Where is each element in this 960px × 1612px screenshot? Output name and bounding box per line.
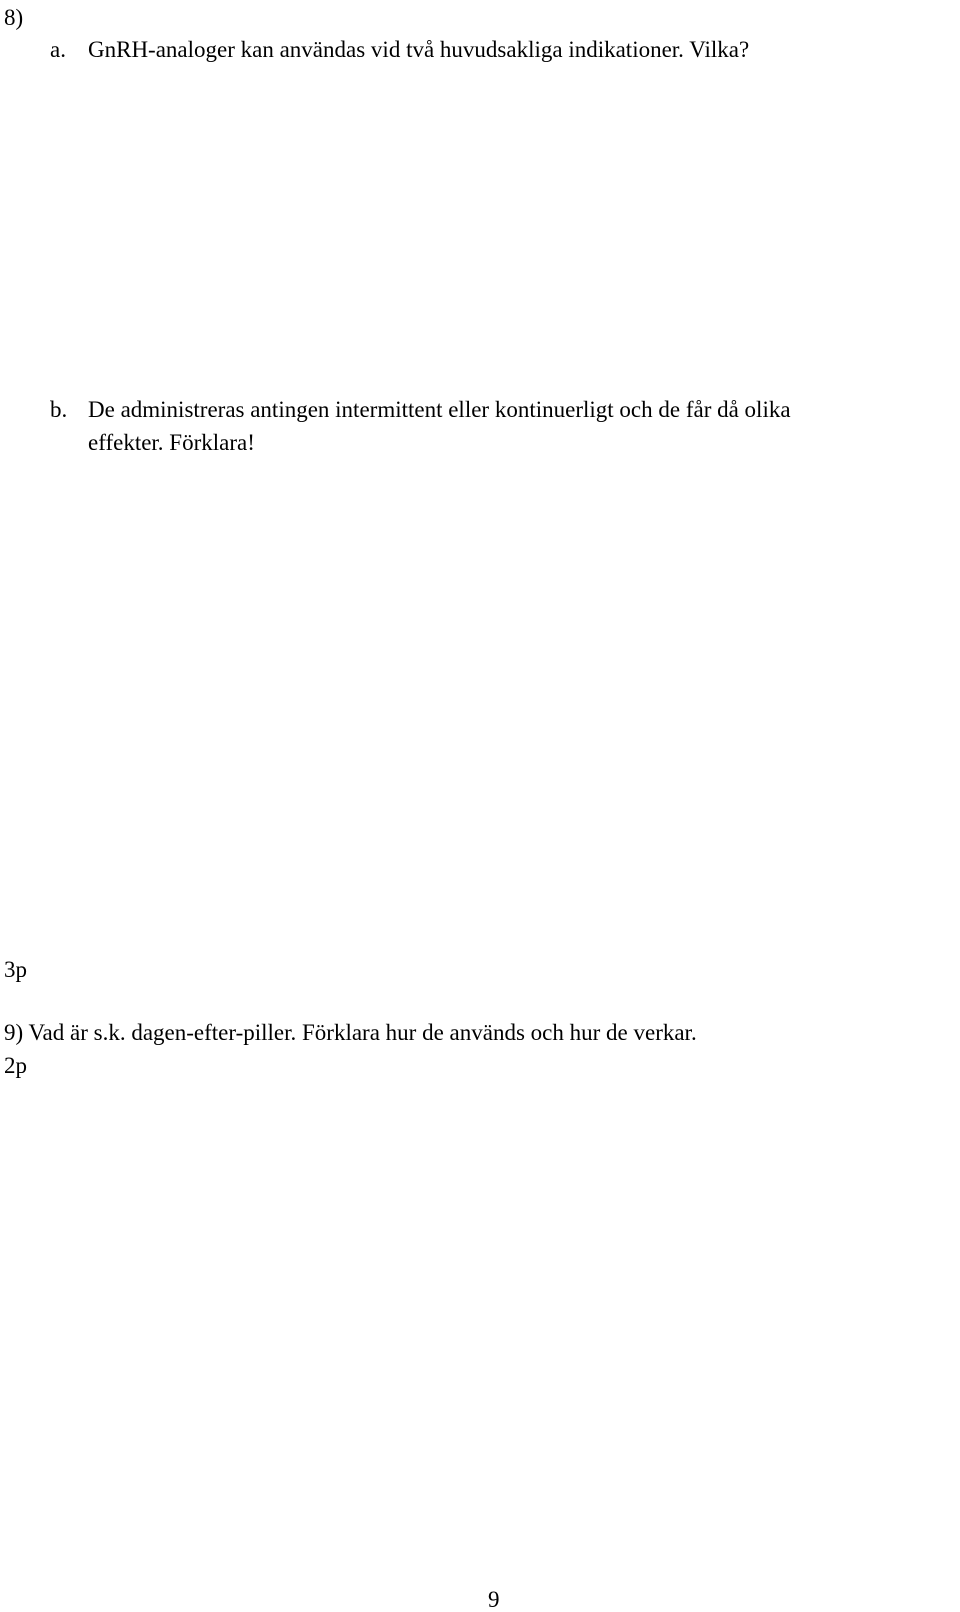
question-8b-letter: b. — [50, 397, 68, 422]
page-number: 9 — [488, 1587, 500, 1612]
question-8b-text-line2: effekter. Förklara! — [88, 430, 255, 455]
question-8-number: 8) — [4, 5, 24, 30]
question-8a-text: GnRH-analoger kan användas vid två huvudsakliga indikationer. Vilka? — [88, 37, 750, 62]
question-8a-letter: a. — [50, 37, 66, 62]
question-8b-text-line1: De administreras antingen intermittent eller kontinuerligt och de får då olika — [88, 397, 791, 422]
question-9-points: 2p — [4, 1053, 27, 1078]
question-8-points: 3p — [4, 957, 27, 982]
question-9-text: 9) Vad är s.k. dagen-efter-piller. Förklara hur de används och hur de verkar. — [4, 1020, 697, 1045]
